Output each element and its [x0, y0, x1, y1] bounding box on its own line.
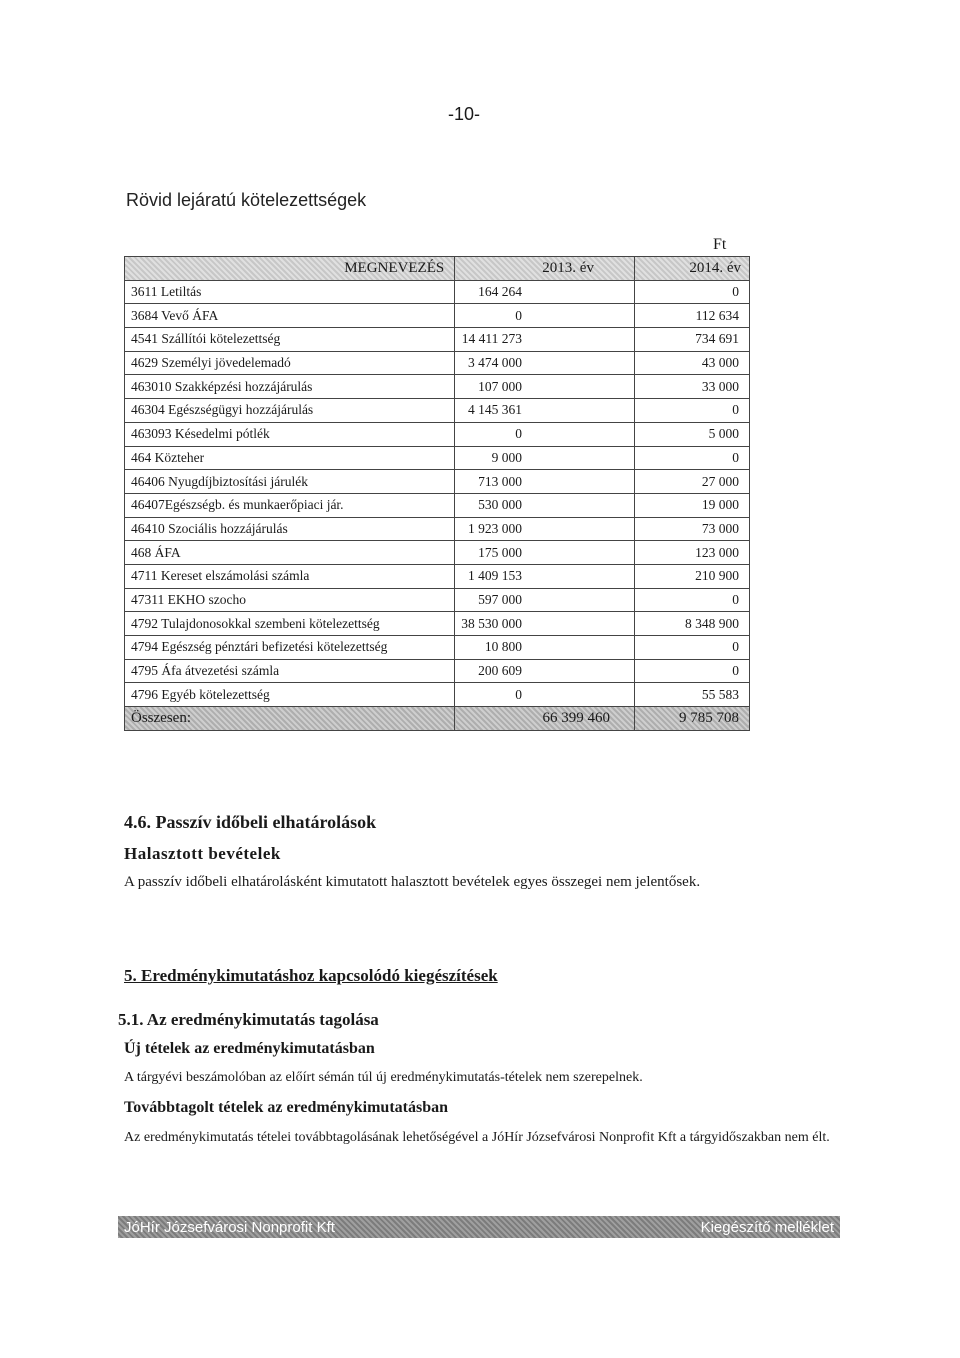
table-row — [125, 659, 750, 683]
row-value-2014: 8 348 900 — [634, 612, 749, 636]
header-name: MEGNEVEZÉS — [125, 257, 455, 281]
liabilities-table — [124, 256, 750, 731]
row-name: 4711 Kereset elszámolási számla — [125, 564, 455, 588]
row-value-2014: 0 — [634, 280, 749, 304]
table-row — [125, 304, 750, 328]
row-value-2013: 0 — [455, 422, 635, 446]
row-value-2014: 43 000 — [634, 351, 749, 375]
new-items-text: A tárgyévi beszámolóban az előírt sémán túl új eredménykimutatás-tételek nem szerepelnek. — [124, 1070, 643, 1085]
total-row — [125, 707, 750, 731]
row-value-2013: 530 000 — [455, 493, 635, 517]
row-name: 46407Egészségb. és munkaerőpiaci jár. — [125, 493, 455, 517]
total-2014: 9 785 708 — [634, 707, 749, 731]
table-row — [125, 564, 750, 588]
footer-company: JóHír Józsefvárosi Nonprofit Kft — [124, 1218, 335, 1236]
row-value-2014: 73 000 — [634, 517, 749, 541]
row-value-2013: 0 — [455, 304, 635, 328]
row-value-2013: 0 — [455, 683, 635, 707]
row-name: 3684 Vevő ÁFA — [125, 304, 455, 328]
footer-bar — [118, 1216, 840, 1238]
row-value-2014: 0 — [634, 399, 749, 423]
row-name: 464 Közteher — [125, 446, 455, 470]
row-value-2013: 10 800 — [455, 636, 635, 660]
row-name: 463093 Késedelmi pótlék — [125, 422, 455, 446]
row-value-2014: 33 000 — [634, 375, 749, 399]
row-name: 4794 Egészség pénztári befizetési kötelezettség — [125, 636, 455, 660]
table-row — [125, 280, 750, 304]
table-header — [125, 257, 750, 281]
row-value-2013: 38 530 000 — [455, 612, 635, 636]
row-value-2014: 27 000 — [634, 470, 749, 494]
table-row — [125, 351, 750, 375]
row-value-2013: 14 411 273 — [455, 328, 635, 352]
header-2013: 2013. év — [455, 257, 635, 281]
table-row — [125, 683, 750, 707]
row-value-2014: 0 — [634, 446, 749, 470]
row-value-2013: 107 000 — [455, 375, 635, 399]
table-body — [125, 280, 750, 706]
row-value-2013: 4 145 361 — [455, 399, 635, 423]
further-items-heading: Továbbtagolt tételek az eredménykimutatásban — [124, 1099, 448, 1116]
row-name: 468 ÁFA — [125, 541, 455, 565]
total-label: Összesen: — [125, 707, 455, 731]
row-value-2013: 175 000 — [455, 541, 635, 565]
section-5-1-heading: 5.1. Az eredménykimutatás tagolása — [118, 1010, 379, 1029]
row-name: 3611 Letiltás — [125, 280, 455, 304]
row-value-2014: 210 900 — [634, 564, 749, 588]
currency-unit-label: Ft — [713, 236, 727, 253]
row-value-2014: 112 634 — [634, 304, 749, 328]
table-row — [125, 636, 750, 660]
total-2013: 66 399 460 — [455, 707, 635, 731]
row-value-2013: 713 000 — [455, 470, 635, 494]
further-items-text: Az eredménykimutatás tételei továbbtagolásának lehetőségével a JóHír Józsefvárosi Nonprofit Kft a tárgyidőszakban nem élt. — [124, 1130, 830, 1145]
row-value-2014: 734 691 — [634, 328, 749, 352]
row-name: 4795 Áfa átvezetési számla — [125, 659, 455, 683]
row-value-2014: 55 583 — [634, 683, 749, 707]
row-name: 47311 EKHO szocho — [125, 588, 455, 612]
row-value-2013: 164 264 — [455, 280, 635, 304]
footer-document-type: Kiegészítő melléklet — [700, 1218, 834, 1236]
row-value-2014: 123 000 — [634, 541, 749, 565]
page-number: -10- — [448, 104, 481, 124]
row-value-2014: 0 — [634, 636, 749, 660]
row-value-2013: 3 474 000 — [455, 351, 635, 375]
row-name: 46304 Egészségügyi hozzájárulás — [125, 399, 455, 423]
table-row — [125, 517, 750, 541]
table-row — [125, 328, 750, 352]
table-row — [125, 541, 750, 565]
row-name: 4629 Személyi jövedelemadó — [125, 351, 455, 375]
table-row — [125, 588, 750, 612]
section-title: Rövid lejáratú kötelezettségek — [126, 190, 367, 210]
row-value-2013: 597 000 — [455, 588, 635, 612]
row-value-2014: 5 000 — [634, 422, 749, 446]
row-value-2013: 1 923 000 — [455, 517, 635, 541]
row-value-2013: 9 000 — [455, 446, 635, 470]
section-4-6-heading: 4.6. Passzív időbeli elhatárolások — [124, 812, 377, 832]
table-row — [125, 612, 750, 636]
table-row — [125, 470, 750, 494]
row-name: 4541 Szállítói kötelezettség — [125, 328, 455, 352]
table-row — [125, 375, 750, 399]
row-value-2014: 0 — [634, 588, 749, 612]
table-footer — [125, 707, 750, 731]
table-row — [125, 446, 750, 470]
table-row — [125, 399, 750, 423]
row-value-2013: 200 609 — [455, 659, 635, 683]
section-5-heading: 5. Eredménykimutatáshoz kapcsolódó kiegészítések — [124, 966, 498, 985]
deferred-revenue-heading: Halasztott bevételek — [124, 844, 281, 863]
row-name: 4792 Tulajdonosokkal szembeni kötelezettség — [125, 612, 455, 636]
row-value-2014: 19 000 — [634, 493, 749, 517]
row-value-2013: 1 409 153 — [455, 564, 635, 588]
deferred-revenue-text: A passzív időbeli elhatárolásként kimutatott halasztott bevételek egyes összegei nem jelentősek. — [124, 874, 701, 890]
header-2014: 2014. év — [634, 257, 749, 281]
row-name: 463010 Szakképzési hozzájárulás — [125, 375, 455, 399]
new-items-heading: Új tételek az eredménykimutatásban — [124, 1040, 375, 1057]
table-row — [125, 422, 750, 446]
row-name: 4796 Egyéb kötelezettség — [125, 683, 455, 707]
row-name: 46410 Szociális hozzájárulás — [125, 517, 455, 541]
table-row — [125, 493, 750, 517]
row-value-2014: 0 — [634, 659, 749, 683]
row-name: 46406 Nyugdíjbiztosítási járulék — [125, 470, 455, 494]
